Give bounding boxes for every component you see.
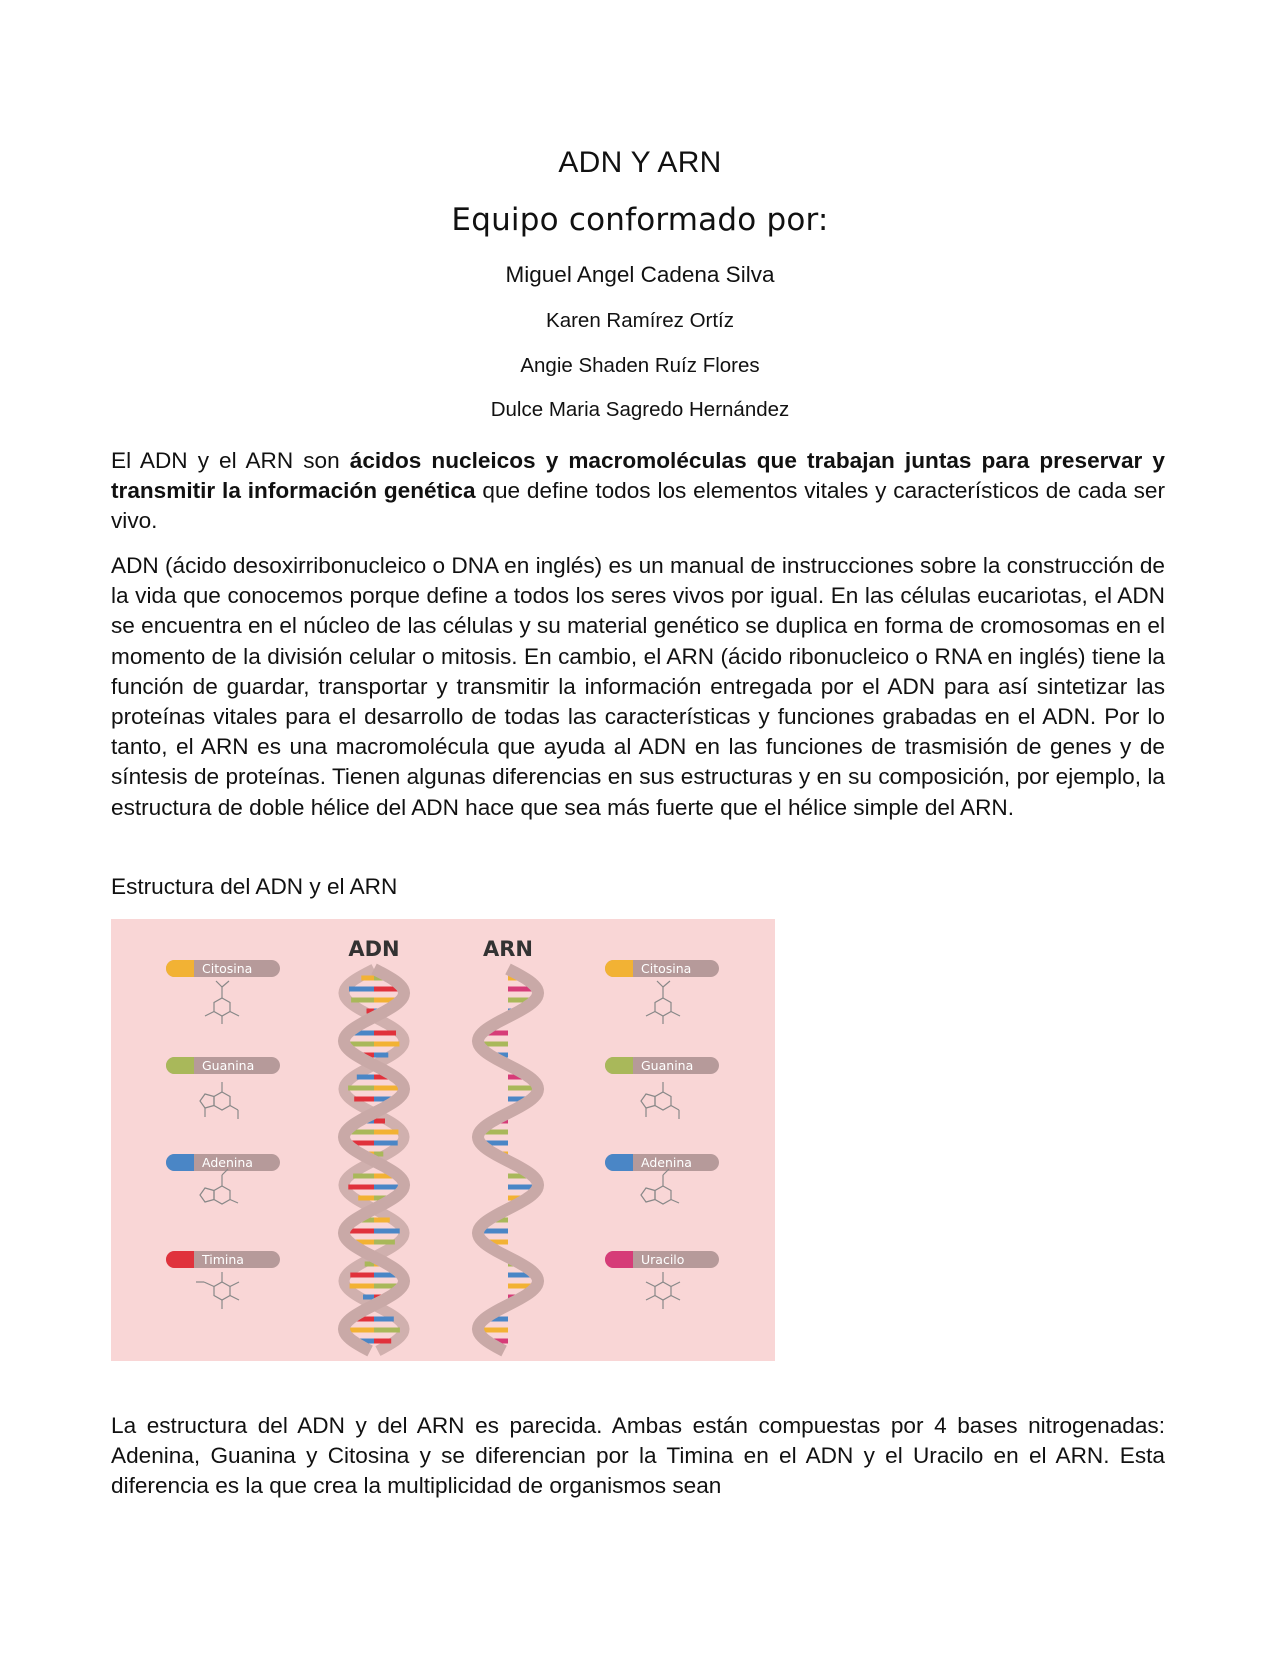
legend-timina-left: [166, 1251, 280, 1268]
adn-base-pair-left: [348, 1328, 374, 1333]
legend-uracilo-right: [605, 1251, 719, 1268]
adn-base-pair-left: [350, 1273, 374, 1278]
team-member: Dulce Maria Sagredo Hernández: [490, 398, 790, 421]
adn-base-pair-right: [374, 1317, 394, 1322]
base-color-tab: [605, 960, 633, 977]
legend-guanina-left: [166, 1057, 280, 1074]
molecule-icon: [646, 981, 680, 1024]
molecule-icon: [205, 981, 239, 1024]
team-member: Angie Shaden Ruíz Flores: [520, 354, 760, 377]
intro-text-end: que define todos los elementos vitales y característicos de cada ser vivo.: [111, 478, 1165, 534]
body-paragraph: ADN (ácido desoxirribonucleico o DNA en inglés) es un manual de instrucciones sobre la construcción de la vida que conocemos porque define a todos los seres vivos por igual. En las células eucariotas, el ADN se encuentra en el núcleo de las células y su material genético se duplica en forma de cromosomas en el momento de la división celular o mitosis. En cambio, el ARN (ácido ribonucleico o RNA en inglés) tiene la función de guardar, transportar y transmitir la información entregada por el ADN para así sintetizar las proteínas vitales para el desarrollo de todas las características y funciones grabadas en el ADN. Por lo tanto, el ARN es una macromolécula que ayuda al ADN en las funciones de trasmisión de genes y de síntesis de proteínas. Tienen algunas diferencias en sus estructuras y en su composición, por ejemplo, la estructura de doble hélice del ADN hace que sea más fuerte que el hélice simple del ARN.: [111, 553, 1165, 820]
team-member: Miguel Angel Cadena Silva: [505, 262, 775, 287]
dna-rna-figure: [111, 919, 775, 1361]
adn-heading: ADN: [348, 937, 400, 961]
adn-base-pair-left: [353, 1174, 374, 1179]
base-label: Adenina: [202, 1155, 253, 1170]
base-label: Guanina: [202, 1058, 255, 1073]
base-color-tab: [166, 1057, 194, 1074]
base-color-tab: [166, 960, 194, 977]
adn-base-pair-left: [348, 1185, 374, 1190]
adn-base-pair-right: [374, 1042, 399, 1047]
adn-base-pair-left: [354, 1097, 374, 1102]
arn-base: [482, 1328, 508, 1333]
figure-caption: Estructura del ADN y el ARN: [111, 874, 398, 899]
base-label: Uracilo: [641, 1252, 685, 1267]
molecule-icon: [641, 1169, 679, 1204]
base-color-tab: [605, 1251, 633, 1268]
adn-base-pair-left: [358, 1196, 374, 1201]
adn-base-pair-right: [374, 1086, 400, 1091]
legend-guanina-right: [605, 1057, 719, 1074]
arn-strand: [478, 969, 538, 1351]
legend-adenina-left: [166, 1154, 280, 1171]
document-title: ADN Y ARN: [558, 146, 722, 179]
team-heading: Equipo conformado por:: [451, 202, 829, 238]
base-color-tab: [605, 1154, 633, 1171]
base-label: Timina: [202, 1252, 244, 1267]
molecule-icon: [200, 1169, 238, 1204]
base-color-tab: [605, 1057, 633, 1074]
arn-heading: ARN: [483, 937, 533, 961]
base-label: Guanina: [641, 1058, 694, 1073]
intro-text-start: El ADN y el ARN son: [111, 448, 350, 473]
molecule-icon: [196, 1272, 239, 1309]
molecule-icon: [641, 1082, 679, 1119]
adn-base-pair-right: [374, 1218, 390, 1223]
adn-base-pair-left: [361, 976, 374, 981]
adn-base-pair-left: [348, 1086, 374, 1091]
adn-base-pair-right: [374, 1328, 400, 1333]
intro-paragraph: [111, 446, 1165, 537]
base-color-tab: [166, 1154, 194, 1171]
adn-base-pair-right: [374, 1339, 391, 1344]
base-label: Adenina: [641, 1155, 692, 1170]
adn-base-pair-right: [374, 1130, 398, 1135]
team-member: Karen Ramírez Ortíz: [546, 309, 734, 332]
adn-base-pair-left: [357, 1075, 374, 1080]
adn-base-pair-right: [374, 1240, 395, 1245]
dna-rna-illustration: [111, 919, 775, 1361]
adn-base-pair-right: [374, 1119, 385, 1124]
molecule-icon: [646, 1272, 680, 1309]
molecule-icon: [200, 1082, 238, 1119]
body-paragraph: La estructura del ADN y del ARN es parecida. Ambas están compuestas por 4 bases nitrogenadas: Adenina, Guanina y Citosina y se diferencian por la Timina en el ADN y el Uracilo en el ARN. Esta diferencia es la que crea la multiplicidad de organismos sean: [111, 1413, 1165, 1499]
intro-bold-text: ácidos nucleicos y macromoléculas que trabajan juntas para preservar y transmitir la información genética: [111, 448, 1165, 504]
adn-base-pair-left: [351, 998, 374, 1003]
legend-citosina-right: [605, 960, 719, 977]
adn-base-pair-right: [374, 1229, 400, 1234]
adn-base-pair-left: [363, 1295, 374, 1300]
legend-adenina-right: [605, 1154, 719, 1171]
adn-base-pair-right: [374, 1141, 398, 1146]
adn-base-pair-right: [374, 1053, 388, 1058]
adn-base-pair-right: [374, 1031, 396, 1036]
legend-citosina-left: [166, 960, 280, 977]
adn-base-pair-left: [350, 1284, 374, 1289]
base-label: Citosina: [641, 961, 692, 976]
base-label: Citosina: [202, 961, 253, 976]
arn-base: [508, 1086, 534, 1091]
adn-base-pair-left: [349, 987, 374, 992]
base-color-tab: [166, 1251, 194, 1268]
